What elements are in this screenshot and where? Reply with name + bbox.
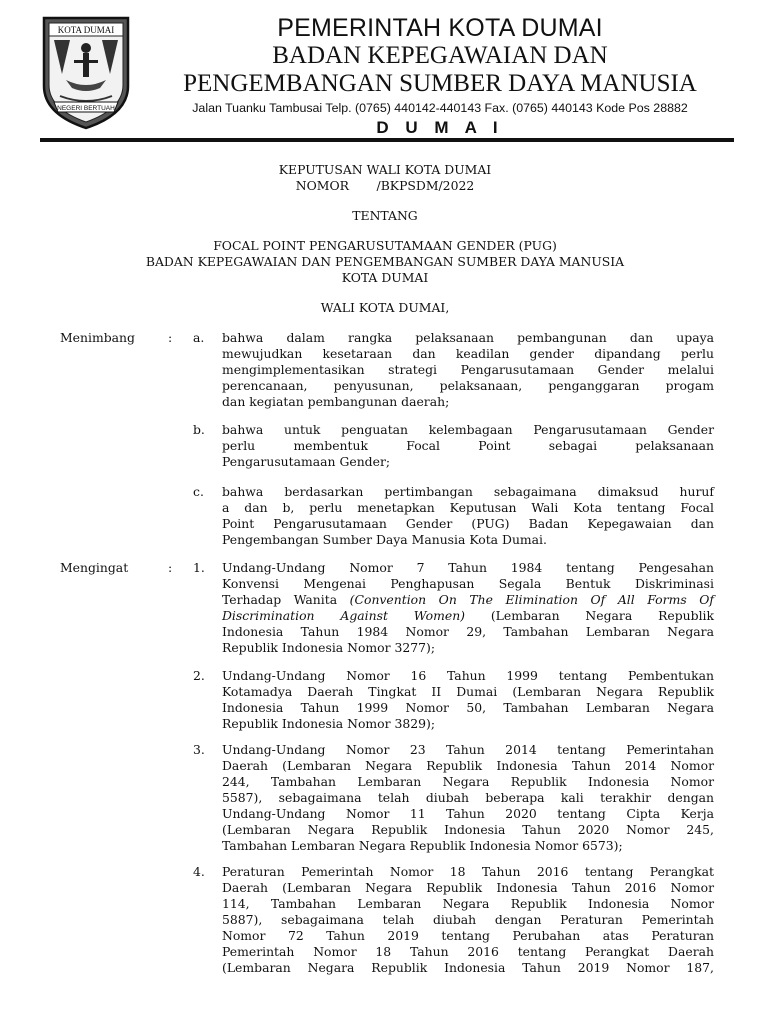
item-text: [222, 484, 714, 548]
text-line: Daerah (Lembaran Negara Republik Indonesia Tahun 2016 Nomor: [222, 880, 714, 895]
decree-subject: [60, 238, 710, 286]
text-line: Undang-Undang Nomor 7 Tahun 1984 tentang Pengesahan: [222, 560, 714, 575]
text-line: Daerah (Lembaran Negara Republik Indonesia Tahun 2014 Nomor: [222, 758, 714, 773]
text-line: 5587), sebagaimana telah diubah beberapa kali terakhir dengan: [222, 790, 714, 805]
letterhead-divider: [40, 138, 734, 142]
considering-label: Menimbang: [60, 330, 135, 345]
subject-line: BADAN KEPEGAWAIAN DAN PENGEMBANGAN SUMBER DAYA MANUSIA: [145, 254, 625, 269]
text-line: bahwa berdasarkan pertimbangan sebagaimana dimaksud huruf: [222, 484, 714, 499]
letterhead: [140, 14, 740, 139]
item-text: [222, 864, 714, 976]
subject-line: KOTA DUMAI: [341, 270, 429, 285]
text-line: (Lembaran Negara Republik Indonesia Tahun 2019 Nomor 187,: [222, 960, 714, 975]
authority-line: [60, 300, 710, 316]
item-marker: 2.: [193, 668, 205, 683]
text-line: dan kegiatan pembangunan daerah;: [222, 394, 450, 409]
item-marker: a.: [193, 330, 205, 345]
decree-number: NOMOR /BKPSDM/2022: [295, 178, 475, 193]
text-line: bahwa dalam rangka pelaksanaan pembangunan dan upaya: [222, 330, 714, 345]
about-label: TENTANG: [352, 208, 418, 223]
italic-text-segment: (Convention On The Elimination Of All Forms Of: [349, 592, 714, 607]
text-line: (Lembaran Negara Republik Indonesia Tahun 2020 Nomor 245,: [222, 822, 714, 837]
text-line: 114, Tambahan Lembaran Negara Republik Indonesia Nomor: [222, 896, 714, 911]
recalling-colon: :: [168, 560, 173, 575]
letterhead-agency-name-line1: BADAN KEPEGAWAIAN DAN: [272, 42, 608, 69]
about-heading: [60, 208, 710, 224]
letterhead-city: D U M A I: [376, 118, 504, 137]
text-line: Konvensi Mengenai Penghapusan Segala Bentuk Diskriminasi: [222, 576, 714, 591]
text-line: Republik Indonesia Nomor 3277);: [222, 640, 436, 655]
svg-text:KOTA DUMAI: KOTA DUMAI: [57, 25, 115, 35]
text-line: mewujudkan kesetaraan dan keadilan gender dipandang perlu: [222, 346, 714, 361]
item-marker: 1.: [193, 560, 205, 575]
text-line: a dan b, perlu menetapkan Keputusan Wali Kota tentang Focal: [222, 500, 714, 515]
recalling-label: Mengingat: [60, 560, 129, 575]
text-line: Pengarusutamaan Gender;: [222, 454, 391, 469]
text-line: Pengembangan Sumber Daya Manusia Kota Dumai.: [222, 532, 547, 547]
subject-line: FOCAL POINT PENGARUSUTAMAAN GENDER (PUG): [213, 238, 557, 253]
text-line: [222, 608, 714, 624]
italic-text-segment: Discrimination Against Women): [222, 608, 466, 623]
text-line: Pemerintah Nomor 18 Tahun 2016 tentang Perangkat Daerah: [222, 944, 714, 959]
item-text: [222, 742, 714, 854]
letterhead-agency-name-line2: PENGEMBANGAN SUMBER DAYA MANUSIA: [183, 70, 697, 97]
text-line: 244, Tambahan Lembaran Negara Republik Indonesia Nomor: [222, 774, 714, 789]
text-line: perlu membentuk Focal Point sebagai pelaksanaan: [222, 438, 714, 453]
letterhead-government-name: PEMERINTAH KOTA DUMAI: [277, 14, 603, 42]
considering-colon: :: [168, 330, 173, 345]
text-line: Indonesia Tahun 1984 Nomor 29, Tambahan Lembaran Negara: [222, 624, 714, 639]
text-line: Undang-Undang Nomor 11 Tahun 2020 tentang Cipta Kerja: [222, 806, 714, 821]
text-segment: Terhadap Wanita: [222, 592, 350, 607]
text-line: Point Pengarusutamaan Gender (PUG) Badan Kepegawaian dan: [222, 516, 714, 531]
text-line: Indonesia Tahun 1999 Nomor 50, Tambahan Lembaran Negara: [222, 700, 714, 715]
text-line: Nomor 72 Tahun 2019 tentang Perubahan atas Peraturan: [222, 928, 714, 943]
text-line: Peraturan Pemerintah Nomor 18 Tahun 2016 tentang Perangkat: [222, 864, 714, 879]
item-marker: c.: [193, 484, 204, 499]
item-marker: 4.: [193, 864, 205, 879]
text-segment: (Lembaran Negara Republik: [465, 608, 715, 623]
text-line: 5887), sebagaimana telah diubah dengan Peraturan Pemerintah: [222, 912, 714, 927]
item-text: [222, 668, 714, 732]
item-text: [222, 330, 714, 410]
text-line: Kotamadya Daerah Tingkat II Dumai (Lembaran Negara Republik: [222, 684, 714, 699]
svg-text:NEGERI BERTUAH: NEGERI BERTUAH: [57, 105, 115, 112]
item-text: [222, 422, 714, 470]
text-line: Undang-Undang Nomor 16 Tahun 1999 tentang Pembentukan: [222, 668, 714, 683]
text-line: Tambahan Lembaran Negara Republik Indonesia Nomor 6573);: [222, 838, 623, 853]
text-line: bahwa untuk penguatan kelembagaan Pengarusutamaan Gender: [222, 422, 714, 437]
decree-title: KEPUTUSAN WALI KOTA DUMAI: [278, 162, 492, 177]
text-line: Undang-Undang Nomor 23 Tahun 2014 tentang Pemerintahan: [222, 742, 714, 757]
authority-text: WALI KOTA DUMAI,: [320, 300, 450, 315]
item-marker: 3.: [193, 742, 205, 757]
text-line: Republik Indonesia Nomor 3829);: [222, 716, 436, 731]
text-line: perencanaan, penyusunan, pelaksanaan, penganggaran progam: [222, 378, 714, 393]
item-marker: b.: [193, 422, 205, 437]
letterhead-address: Jalan Tuanku Tambusai Telp. (0765) 440142-440143 Fax. (0765) 440143 Kode Pos 28882: [192, 101, 688, 115]
text-line: mengimplementasikan strategi Pengarusutamaan Gender melalui: [222, 362, 714, 377]
kota-dumai-crest-logo: [40, 14, 132, 132]
item-text: [222, 560, 714, 656]
decree-title-block: [60, 162, 710, 194]
text-line: [222, 592, 714, 608]
